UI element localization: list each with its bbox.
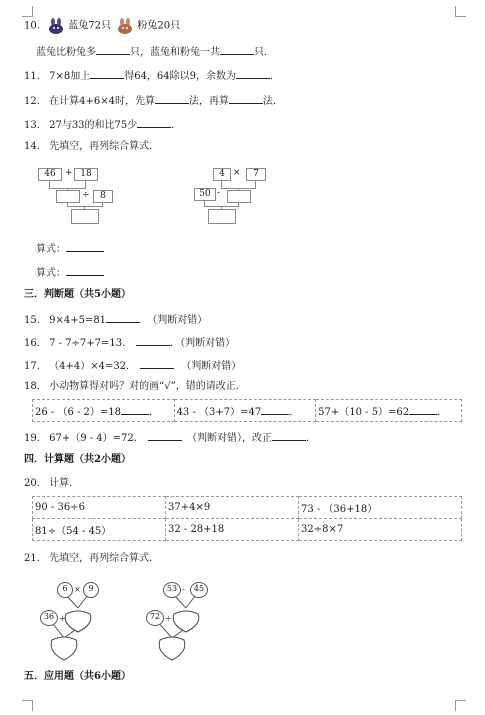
section-heading: 三．判断题（共5小题） (24, 289, 131, 300)
question-10-line2 (36, 44, 274, 59)
question-number: 14. (24, 141, 40, 152)
question-text: 计算． (49, 478, 80, 489)
answer-blank[interactable] (106, 312, 140, 323)
question-text: 7 - 7÷7+7=13． (49, 338, 133, 349)
answer-blank[interactable] (220, 44, 254, 55)
question-13 (24, 117, 181, 132)
diagram-box: 18 (74, 168, 98, 181)
answer-blank[interactable] (409, 404, 437, 415)
question-14 (24, 141, 159, 153)
question-16 (24, 335, 235, 350)
question-text: 先填空，再列综合算式． (49, 141, 160, 152)
diagram-operator: ÷ (82, 190, 90, 200)
diagram-box: 4 (213, 168, 231, 181)
question-number: 13. (24, 120, 40, 131)
table-cell: 81÷（54 - 45） (33, 519, 166, 541)
diagram-operator: - (217, 188, 221, 198)
question-text: ． (270, 71, 281, 82)
answer-blank[interactable] (229, 93, 263, 104)
answer-blank[interactable] (136, 335, 170, 346)
table-row (33, 497, 462, 519)
question-text: 先填空，再列综合算式． (49, 553, 160, 564)
question-10 (24, 18, 180, 34)
question-number: 11. (24, 71, 40, 82)
question-15 (24, 312, 207, 327)
question-11 (24, 68, 280, 83)
diagram-operator: × (74, 585, 81, 594)
diagram-box: 8 (93, 190, 113, 203)
blue-rabbit-icon (47, 18, 65, 34)
apple-node: 45 (190, 582, 208, 598)
question-18 (24, 381, 246, 393)
formula-line-2 (36, 265, 104, 280)
question-number: 20. (24, 478, 40, 489)
table-cell: 32÷8×7 (298, 519, 461, 541)
apple-node: 72 (146, 610, 164, 626)
question-12 (24, 93, 283, 108)
q20-table (32, 496, 462, 541)
corner-mark (455, 700, 466, 711)
answer-blank[interactable] (137, 117, 171, 128)
formula-label: 算式： (36, 244, 66, 255)
table-cell: 26 - （6 - 2）=18 ． (33, 400, 175, 422)
question-number: 16. (24, 338, 40, 349)
diagram-answer-box[interactable] (208, 209, 236, 224)
diagram-box: 50 (194, 188, 216, 201)
question-17 (24, 358, 241, 373)
answer-blank[interactable] (155, 93, 189, 104)
answer-blank[interactable] (96, 44, 130, 55)
table-row (33, 400, 462, 422)
apple-node: 6 (57, 582, 73, 598)
connector-line (49, 180, 50, 188)
section-heading: 五．应用题（共6小题） (24, 671, 131, 682)
question-text: 7×8加上 (49, 71, 91, 82)
question-number: 15. (24, 315, 40, 326)
diagram-box: 46 (38, 168, 62, 181)
connector-line (67, 206, 103, 207)
diagram-operator: ÷ (165, 614, 172, 623)
question-text: 得64，64除以9，余数为 (124, 71, 237, 82)
table-cell: 90 - 36÷6 (33, 497, 166, 519)
table-cell: 57+（10 - 5）=62 ． (316, 400, 462, 422)
question-text: ．（判断对错） (170, 338, 236, 349)
corner-mark (22, 6, 33, 17)
q18-table (32, 399, 462, 422)
pink-rabbit-label: 粉兔20只 (137, 20, 181, 32)
table-cell: 43 - （3+7）=47 ． (174, 400, 316, 422)
answer-blank[interactable] (121, 404, 149, 415)
diagram-operator: - (182, 585, 185, 594)
formula-line-1 (36, 241, 104, 256)
question-text: 27与33的和比75少 (49, 120, 138, 131)
answer-blank[interactable] (261, 404, 289, 415)
apple-node: 36 (40, 610, 58, 626)
table-row (33, 519, 462, 541)
answer-blank[interactable] (148, 430, 182, 441)
question-text: 法． (262, 96, 283, 107)
question-21 (24, 553, 159, 565)
corner-mark (22, 700, 33, 711)
diagram-operator: + (65, 168, 73, 178)
connector-line (255, 180, 256, 188)
apple-node: 53 (163, 582, 181, 598)
question-20 (24, 478, 79, 490)
diagram-answer-box[interactable] (227, 190, 251, 203)
question-number: 12. (24, 96, 40, 107)
answer-blank[interactable] (140, 358, 174, 369)
connector-line (221, 180, 222, 188)
apple-node: 9 (83, 582, 99, 598)
section-heading: 四．计算题（共2小题） (24, 454, 131, 465)
question-text: 9×4+5=81 (49, 315, 107, 326)
diagram-box: 7 (246, 168, 266, 181)
question-text: 67+（9 - 4）=72． (49, 433, 144, 444)
question-text: 只． (254, 47, 274, 58)
question-text: 只，蓝兔和粉兔一共 (130, 47, 220, 58)
question-text: （4+4）×4=32． (49, 361, 137, 372)
formula-label: 算式： (36, 268, 66, 279)
question-number: 19. (24, 433, 40, 444)
question-text: ． (305, 433, 316, 444)
blue-rabbit-label: 蓝兔72只 (68, 20, 112, 32)
question-text: （判断对错） (147, 315, 208, 326)
question-number: 17. (24, 361, 40, 372)
question-text: ． (171, 120, 182, 131)
corner-mark (455, 6, 466, 17)
answer-blank[interactable] (66, 265, 104, 276)
answer-blank[interactable] (90, 68, 124, 79)
connector-line (85, 180, 86, 188)
question-text: 蓝兔比粉兔多 (36, 47, 96, 58)
table-cell: 73 - （36+18） (298, 497, 461, 519)
question-text: 法，再算 (188, 96, 229, 107)
answer-blank[interactable] (236, 68, 270, 79)
question-number: 10. (24, 20, 40, 32)
question-19 (24, 430, 316, 445)
table-cell: 32 - 28+18 (165, 519, 298, 541)
diagram-operator: + (59, 614, 66, 623)
question-text: 在计算4+6×4时，先算 (49, 96, 155, 107)
question-text: 小动物算得对吗？对的画“√”，错的请改正． (49, 381, 246, 392)
answer-blank[interactable] (66, 241, 104, 252)
question-number: 18. (24, 381, 40, 392)
diagram-answer-box[interactable] (71, 209, 99, 224)
pink-rabbit-icon (116, 18, 134, 34)
question-number: 21. (24, 553, 40, 564)
table-cell: 37+4×9 (165, 497, 298, 519)
diagram-answer-box[interactable] (56, 190, 80, 203)
question-text: （判断对错），改正 (186, 433, 272, 444)
question-text: （判断对错） (181, 361, 242, 372)
diagram-operator: × (233, 168, 241, 178)
answer-blank[interactable] (272, 430, 306, 441)
